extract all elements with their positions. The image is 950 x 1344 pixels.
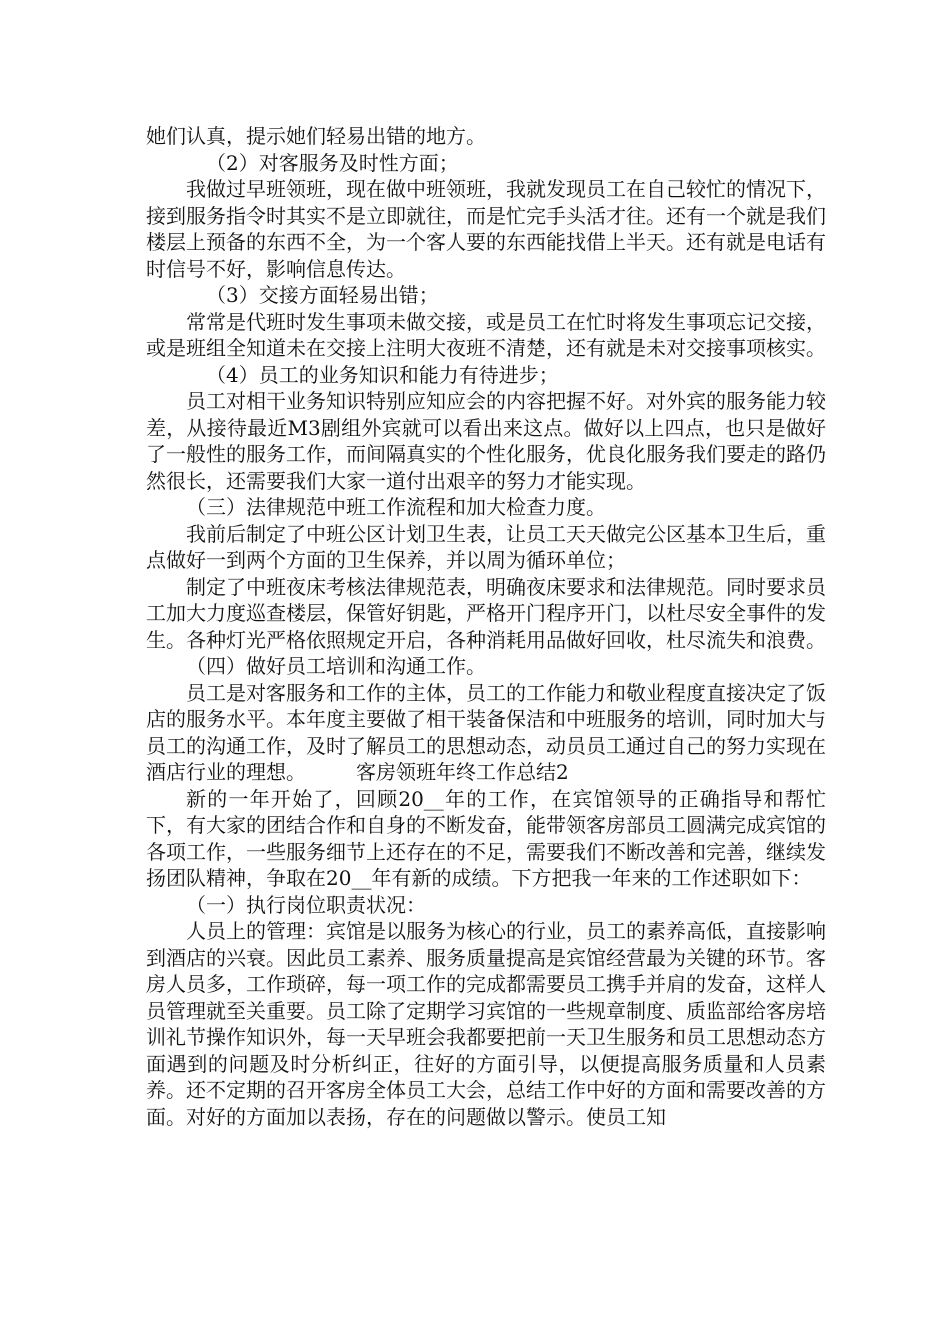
paragraph: 新的一年开始了，回顾20__年的工作，在宾馆领导的正确指导和帮忙下，有大家的团结合作和自身的不断发奋，能带领客房部员工圆满完成宾馆的各项工作，一些服务细节上还存在的不足，需要我们不断改善和完善，继续发扬团队精神，争取在20__年有新的成绩。下方把我一年来的工作述职如下： <box>146 786 826 890</box>
paragraph-heading: （2）对客服务及时性方面； <box>206 150 459 175</box>
paragraph-heading: （4）员工的业务知识和能力有待进步； <box>206 362 559 387</box>
paragraph: 制定了中班夜床考核法律规范表，明确夜床要求和法律规范。同时要求员工加大力度巡查楼层，保管好钥匙，严格开门程序开门，以杜尽安全事件的发生。各种灯光严格依照规定开启，各种消耗用品做好回收，杜尽流失和浪费。 <box>146 574 826 652</box>
paragraph-heading: （3）交接方面轻易出错； <box>206 283 439 307</box>
paragraph: 常常是代班时发生事项未做交接，或是员工在忙时将发生事项忘记交接，或是班组全知道未在交接上注明大夜班不清楚，还有就是未对交接事项核实。 <box>146 309 826 360</box>
document-body <box>146 123 826 1130</box>
paragraph: 员工对相干业务知识特别应知应会的内容把握不好。对外宾的服务能力较差，从接待最近M3剧组外宾就可以看出来这点。做好以上四点，也只是做好了一般性的服务工作，而间隔真实的个性化服务，优良化服务我们要走的路仍然很长，还需要我们大家一道付出艰辛的努力才能实现。 <box>146 389 826 493</box>
paragraph: 我做过早班领班，现在做中班领班，我就发现员工在自己较忙的情况下，接到服务指令时其实不是立即就往，而是忙完手头活才往。还有一个就是我们楼层上预备的东西不全，为一个客人要的东西能找借上半天。还有就是电话有时信号不好，影响信息传达。 <box>146 177 826 281</box>
section-heading: （三）法律规范中班工作流程和加大检查力度。 <box>186 495 606 519</box>
section-heading: （一）执行岗位职责状况： <box>186 892 426 917</box>
paragraph: 她们认真，提示她们轻易出错的地方。 <box>146 124 486 148</box>
section-heading: （四）做好员工培训和沟通工作。 <box>186 654 486 678</box>
paragraph: 员工是对客服务和工作的主体，员工的工作能力和敬业程度直接决定了饭店的服务水平。本年度主要做了相干装备保洁和中班服务的培训，同时加大与员工的沟通工作，及时了解员工的思想动态，动员员工通过自己的努力实现在酒店行业的理想。 客房领班年终工作总结2 <box>146 680 826 784</box>
paragraph: 人员上的管理：宾馆是以服务为核心的行业，员工的素养高低，直接影响到酒店的兴衰。因此员工素养、服务质量提高是宾馆经营最为关键的环节。客房人员多，工作琐碎，每一项工作的完成都需要员工携手并肩的发奋，这样人员管理就至关重要。员工除了定期学习宾馆的一些规章制度、质监部给客房培训礼节操作知识外，每一天早班会我都要把前一天卫生服务和员工思想动态方面遇到的问题及时分析纠正，往好的方面引导，以便提高服务质量和人员素养。还不定期的召开客房全体员工大会，总结工作中好的方面和需要改善的方面。对好的方面加以表扬，存在的问题做以警示。使员工知 <box>146 919 826 1129</box>
paragraph: 我前后制定了中班公区计划卫生表，让员工天天做完公区基本卫生后，重点做好一到两个方面的卫生保养，并以周为循环单位； <box>146 521 826 572</box>
